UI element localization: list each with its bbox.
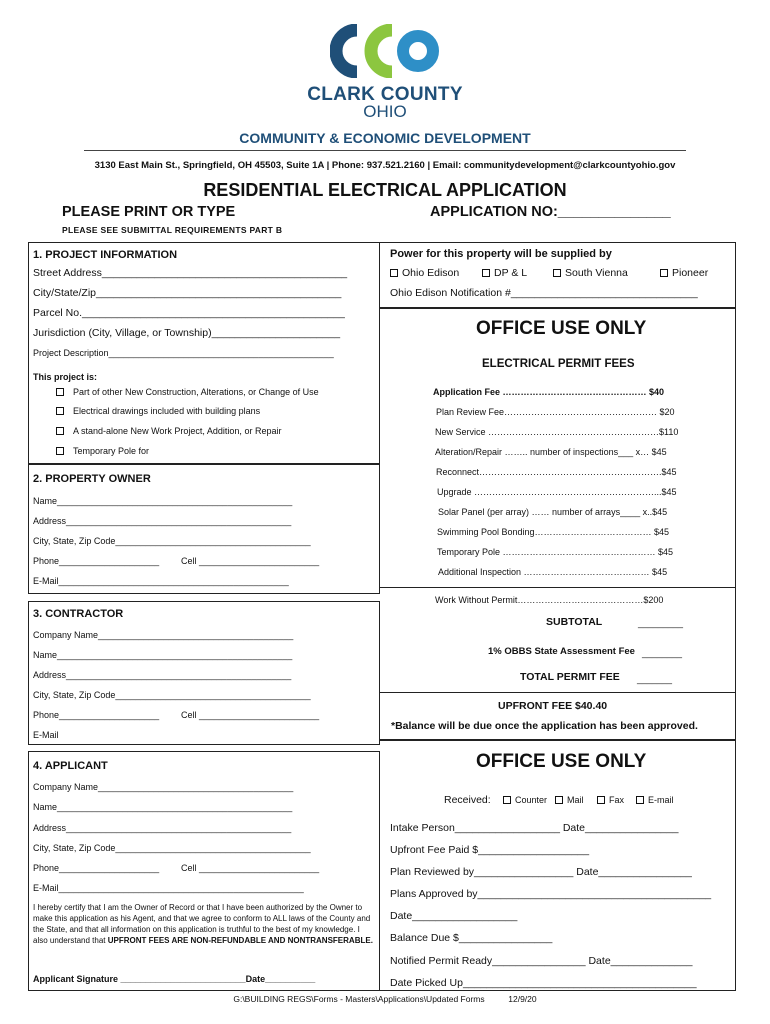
obbs-fee-blank[interactable]: ________ xyxy=(642,648,683,658)
org-name: CLARK COUNTY xyxy=(307,84,463,105)
subtotal-label: SUBTOTAL xyxy=(546,616,603,628)
balance-note: *Balance will be due once the application has been approved. xyxy=(391,720,698,732)
fee-new-service: New Service …………………………………………………$110 xyxy=(435,427,679,437)
owner-email-field[interactable]: E-Mail______________________________________________ xyxy=(33,576,289,586)
applicant-signature-field[interactable]: Applicant Signature _________________________Date__________ xyxy=(33,974,316,984)
applicant-phone-field[interactable]: Phone____________________ xyxy=(33,863,160,873)
project-option-drawings[interactable] xyxy=(56,406,260,416)
received-mail[interactable] xyxy=(555,795,584,805)
print-type-note: PLEASE PRINT OR TYPE xyxy=(62,204,236,220)
applicant-city-field[interactable]: City, State, Zip Code_______________________________________ xyxy=(33,843,311,853)
fees-title: ELECTRICAL PERMIT FEES xyxy=(482,358,635,370)
header-divider xyxy=(84,150,686,151)
project-option-standalone[interactable] xyxy=(56,426,281,436)
project-description-field[interactable]: Project Description_____________________________________________ xyxy=(33,348,334,358)
street-address-field[interactable]: Street Address__________________________________________ xyxy=(33,267,348,279)
project-option-new-construction[interactable] xyxy=(56,387,319,397)
contractor-title: 3. CONTRACTOR xyxy=(33,608,124,620)
owner-address-field[interactable]: Address_____________________________________________ xyxy=(33,516,292,526)
footer xyxy=(0,994,770,1004)
approval-date-field[interactable]: Date__________________ xyxy=(390,910,518,922)
ohio-edison-notification-field[interactable]: Ohio Edison Notification #________________________________ xyxy=(390,287,698,299)
contractor-phone-field[interactable]: Phone____________________ xyxy=(33,710,160,720)
fee-solar-panel: Solar Panel (per array) …… number of arrays____ x..$45 xyxy=(438,507,668,517)
option-label: A stand-alone New Work Project, Addition, or Repair xyxy=(73,426,282,436)
intake-person-field[interactable]: Intake Person__________________ Date________________ xyxy=(390,822,679,834)
fee-alteration-repair: Alteration/Repair …….. number of inspections___ x… $45 xyxy=(435,447,667,457)
option-label: E-mail xyxy=(648,795,674,805)
applicant-email-field[interactable]: E-Mail_________________________________________________ xyxy=(33,883,304,893)
received-email[interactable] xyxy=(636,795,674,805)
department-name: COMMUNITY & ECONOMIC DEVELOPMENT xyxy=(239,130,531,146)
checkbox-icon[interactable] xyxy=(636,796,644,804)
office-use-title-2: OFFICE USE ONLY xyxy=(476,751,647,772)
parcel-number-field[interactable]: Parcel No._____________________________________________ xyxy=(33,307,345,319)
checkbox-icon[interactable] xyxy=(390,269,398,277)
fee-swimming-pool: Swimming Pool Bonding………………………………… $45 xyxy=(437,527,670,537)
contractor-company-field[interactable]: Company Name_______________________________________ xyxy=(33,630,294,640)
option-label: Counter xyxy=(515,795,548,805)
upfront-fee-paid-field[interactable]: Upfront Fee Paid $___________________ xyxy=(390,844,590,856)
project-info-title: 1. PROJECT INFORMATION xyxy=(33,249,178,261)
fee-application: Application Fee ………………………………………… $40 xyxy=(433,387,665,397)
upfront-fee: UPFRONT FEE $40.40 xyxy=(498,700,608,712)
checkbox-icon[interactable] xyxy=(56,427,64,435)
checkbox-icon[interactable] xyxy=(56,447,64,455)
fee-plan-review: Plan Review Fee…………………………………………… $20 xyxy=(436,407,675,417)
fee-reconnect: Reconnect…………………………………………………….$45 xyxy=(436,467,677,477)
org-state: OHIO xyxy=(363,102,407,121)
fee-temporary-pole: Temporary Pole …………………………………………… $45 xyxy=(437,547,674,557)
option-label: DP & L xyxy=(494,267,528,279)
fee-upgrade: Upgrade ……………………………………………………...$45 xyxy=(437,487,677,497)
checkbox-icon[interactable] xyxy=(56,407,64,415)
certification-body: I hereby certify that I am the Owner of Record or that I have been authorized by the Owner to make this application as his Agent, and that we agree to conform to ALL laws of the County and the State, and that all information on this application is truthful to the best of my knowledge. I also understand that xyxy=(33,903,371,945)
obbs-fee-label: 1% OBBS State Assessment Fee xyxy=(488,646,635,657)
power-title: Power for this property will be supplied by xyxy=(390,248,612,260)
clark-county-logo xyxy=(330,24,440,78)
applicant-address-field[interactable]: Address_____________________________________________ xyxy=(33,823,292,833)
city-state-zip-field[interactable]: City/State/Zip__________________________________________ xyxy=(33,287,342,299)
checkbox-icon[interactable] xyxy=(660,269,668,277)
subtotal-blank[interactable]: _________ xyxy=(638,618,684,628)
date-picked-up-field[interactable]: Date Picked Up________________________________________ xyxy=(390,977,697,989)
contractor-email-field[interactable]: E-Mail xyxy=(33,730,59,740)
footer-date: 12/9/20 xyxy=(508,994,537,1004)
received-label: Received: xyxy=(444,794,491,806)
power-option-pioneer[interactable] xyxy=(660,267,708,279)
application-number-field[interactable]: APPLICATION NO:______________ xyxy=(430,204,671,220)
checkbox-icon[interactable] xyxy=(553,269,561,277)
certification-bold: UPFRONT FEES ARE NON-REFUNDABLE AND NONTRANSFERABLE. xyxy=(107,936,373,945)
option-label: Electrical drawings included with building plans xyxy=(73,406,261,416)
owner-cell-field[interactable]: Cell ________________________ xyxy=(181,556,320,566)
applicant-cell-field[interactable]: Cell ________________________ xyxy=(181,863,320,873)
option-label: Temporary Pole for xyxy=(73,446,150,456)
property-owner-title: 2. PROPERTY OWNER xyxy=(33,473,151,485)
applicant-name-field[interactable]: Name_______________________________________________ xyxy=(33,802,293,812)
balance-due-field[interactable]: Balance Due $________________ xyxy=(390,932,553,944)
notified-permit-ready-field[interactable]: Notified Permit Ready________________ Date______________ xyxy=(390,955,693,967)
contractor-name-field[interactable]: Name_______________________________________________ xyxy=(33,650,293,660)
jurisdiction-field[interactable]: Jurisdiction (City, Village, or Township)______________________ xyxy=(33,327,341,339)
option-label: Mail xyxy=(567,795,584,805)
checkbox-icon[interactable] xyxy=(482,269,490,277)
applicant-title: 4. APPLICANT xyxy=(33,760,108,772)
total-permit-fee-label: TOTAL PERMIT FEE xyxy=(520,671,620,683)
fee-additional-inspection: Additional Inspection …………………………………… $45 xyxy=(438,567,668,577)
owner-name-field[interactable]: Name_______________________________________________ xyxy=(33,496,293,506)
option-label: Fax xyxy=(609,795,625,805)
contact-address: 3130 East Main St., Springfield, OH 45503, Suite 1A | Phone: 937.521.2160 | Email: communitydevelopment@clarkcountyohio.gov xyxy=(94,160,676,171)
checkbox-icon[interactable] xyxy=(555,796,563,804)
checkbox-icon[interactable] xyxy=(56,388,64,396)
upfront-divider xyxy=(380,692,736,693)
option-label: Ohio Edison xyxy=(402,267,460,279)
owner-city-field[interactable]: City, State, Zip Code_______________________________________ xyxy=(33,536,311,546)
received-counter[interactable] xyxy=(503,795,547,805)
contractor-city-field[interactable]: City, State, Zip Code_______________________________________ xyxy=(33,690,311,700)
contractor-address-field[interactable]: Address_____________________________________________ xyxy=(33,670,292,680)
applicant-company-field[interactable]: Company Name_______________________________________ xyxy=(33,782,294,792)
certification-text xyxy=(33,902,373,946)
power-option-south-vienna[interactable] xyxy=(553,267,628,279)
footer-path: G:\BUILDING REGS\Forms - Masters\Applications\Updated Forms xyxy=(233,994,485,1004)
option-label: South Vienna xyxy=(565,267,628,279)
received-fax[interactable] xyxy=(597,795,624,805)
fees-divider xyxy=(380,587,736,588)
total-permit-fee-blank[interactable]: _______ xyxy=(637,674,673,684)
checkbox-icon[interactable] xyxy=(503,796,511,804)
submittal-note: PLEASE SEE SUBMITTAL REQUIREMENTS PART B xyxy=(62,225,283,235)
this-project-label: This project is: xyxy=(33,372,98,382)
power-option-ohio-edison[interactable] xyxy=(390,267,459,279)
plan-reviewed-field[interactable]: Plan Reviewed by_________________ Date________________ xyxy=(390,866,692,878)
office-use-title: OFFICE USE ONLY xyxy=(476,318,647,339)
contractor-cell-field[interactable]: Cell ________________________ xyxy=(181,710,320,720)
owner-phone-field[interactable]: Phone____________________ xyxy=(33,556,160,566)
checkbox-icon[interactable] xyxy=(597,796,605,804)
option-label: Pioneer xyxy=(672,267,709,279)
fee-work-without-permit: Work Without Permit……………………………………$200 xyxy=(435,595,664,605)
option-label: Part of other New Construction, Alterations, or Change of Use xyxy=(73,387,319,397)
power-option-dpl[interactable] xyxy=(482,267,527,279)
project-option-temp-pole[interactable] xyxy=(56,446,149,456)
plans-approved-field[interactable]: Plans Approved by________________________________________ xyxy=(390,888,712,900)
form-title: RESIDENTIAL ELECTRICAL APPLICATION xyxy=(203,180,567,200)
